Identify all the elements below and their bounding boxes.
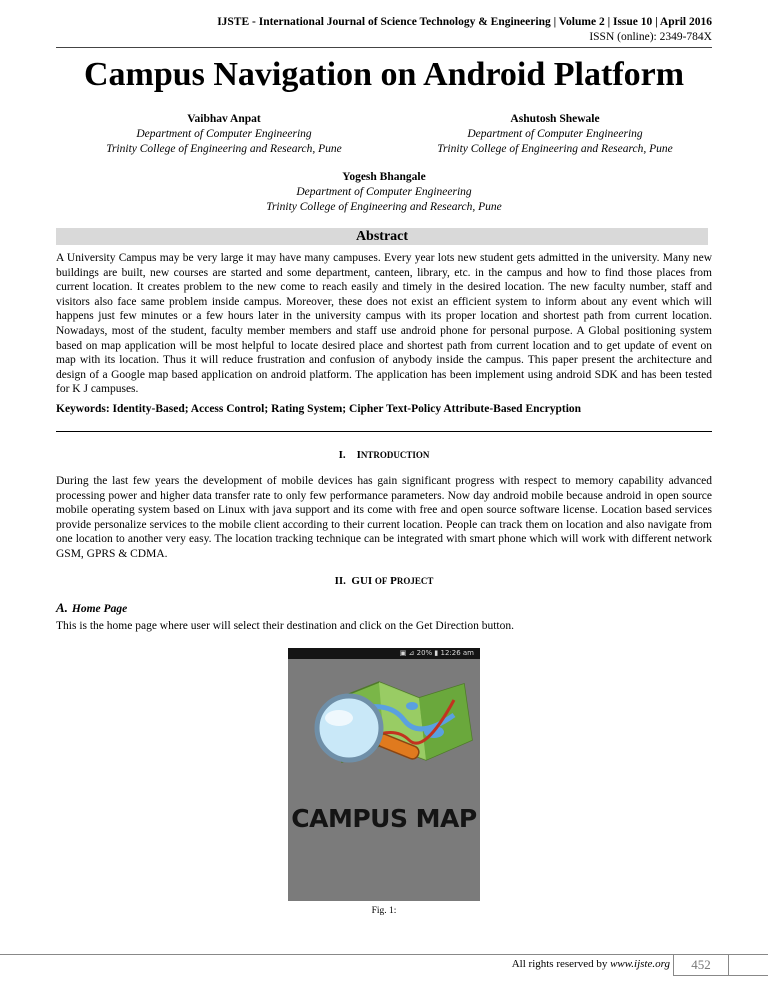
section-1-number: I. — [338, 449, 346, 461]
author-3-dept: Department of Computer Engineering — [296, 186, 472, 198]
author-3-college: Trinity College of Engineering and Research, Pune — [266, 201, 502, 213]
section-1-title-first: I — [356, 449, 361, 461]
section-2-word-of: OF — [374, 576, 388, 586]
section-2-word-p: P — [390, 575, 397, 587]
author-1-name: Vaibhav Anpat — [187, 113, 261, 125]
author-2-name: Ashutosh Shewale — [510, 113, 600, 125]
footer-divider — [0, 954, 768, 955]
keywords: Keywords: Identity-Based; Access Control; Rating System; Cipher Text-Policy Attribute-Based Encryption — [56, 403, 582, 415]
author-3-name: Yogesh Bhangale — [342, 171, 426, 183]
campus-map-logo-icon — [294, 670, 474, 780]
author-1-college: Trinity College of Engineering and Research, Pune — [106, 143, 342, 155]
subsection-a-title: Home Page — [71, 603, 128, 615]
campus-map-label: CAMPUS MAP — [291, 804, 477, 833]
author-1-dept: Department of Computer Engineering — [136, 128, 312, 140]
app-screenshot — [288, 648, 480, 901]
author-2 — [410, 112, 700, 157]
section-2-word-gui: GUI — [351, 575, 373, 587]
section-2-heading — [0, 575, 768, 587]
abstract-heading: Abstract — [56, 228, 708, 245]
journal-header: IJSTE - International Journal of Science Technology & Engineering | Volume 2 | Issue 10 | April 2016 — [217, 16, 712, 28]
author-3 — [184, 170, 584, 215]
introduction-text: During the last few years the development of mobile devices has gain significant progress with respect to memory capability advanced processing power and higher data transfer rate to only few performance parameters. Now day android mobile because android in open source mobile operating system based on Linux with java support and its come with free and open source software license. Location based services provide personalize services to the mobile client according to their current location. People can track them on location and also navigate from one location to another very easy. The location tracking technique can be integrated with smart phone which will work with different network GSM, GPRS & CDMA. — [56, 475, 712, 560]
subsection-a-heading — [56, 600, 127, 616]
section-1-title-rest: NTRODUCTION — [360, 450, 430, 460]
copyright — [512, 958, 670, 970]
journal-url: www.ijste.org — [610, 958, 670, 970]
author-2-dept: Department of Computer Engineering — [467, 128, 643, 140]
section-2-word-roject: ROJECT — [396, 576, 434, 586]
home-page-text: This is the home page where user will select their destination and click on the Get Direction button. — [56, 620, 514, 632]
subsection-a-letter: A. — [56, 600, 68, 615]
abstract-text: A University Campus may be very large it may have many campuses. Every year lots new student gets admitted in the university. Many new buildings are built, new courses are started and some department, canteen, library, etc. in the campus and how to find those places from current location. It creates problem to the new come to reach easily and timely in the desired location. The new faculty number, staff and visitors also face same problem inside campus. Moreover, these does not exist an efficient system to inform about any event which will happens just few minutes or a few hours later in the university campus with its proper location and shortest path from current location. Nowadays, most of the student, faculty member members and staff use android phone for personal purpose. A Global positioning system based on map application will be most helpful to locate desired place and shortest path from current location and to get update of event on map with its location. Thus it will reduce frustration and confusion of anybody inside the campus. This paper present the architecture and design of a Google map based application on android platform. The application has been implement using android SDK and has been tested for K J campuses. — [56, 252, 712, 396]
author-1 — [84, 112, 364, 157]
page-number: 452 — [673, 954, 729, 976]
section-2-number: II. — [334, 575, 346, 587]
author-2-college: Trinity College of Engineering and Research, Pune — [437, 143, 673, 155]
header-divider — [56, 47, 712, 48]
issn: ISSN (online): 2349-784X — [589, 31, 712, 43]
copyright-prefix: All rights reserved by — [511, 958, 611, 970]
figure-caption: Fig. 1: — [371, 906, 397, 916]
footer-tail-line — [729, 975, 768, 976]
abstract-divider — [56, 431, 712, 432]
status-bar: ▣ ⊿ 20% ▮ 12:26 am — [288, 648, 480, 659]
paper-title: Campus Navigation on Android Platform — [83, 56, 685, 93]
section-1-heading — [0, 449, 768, 461]
